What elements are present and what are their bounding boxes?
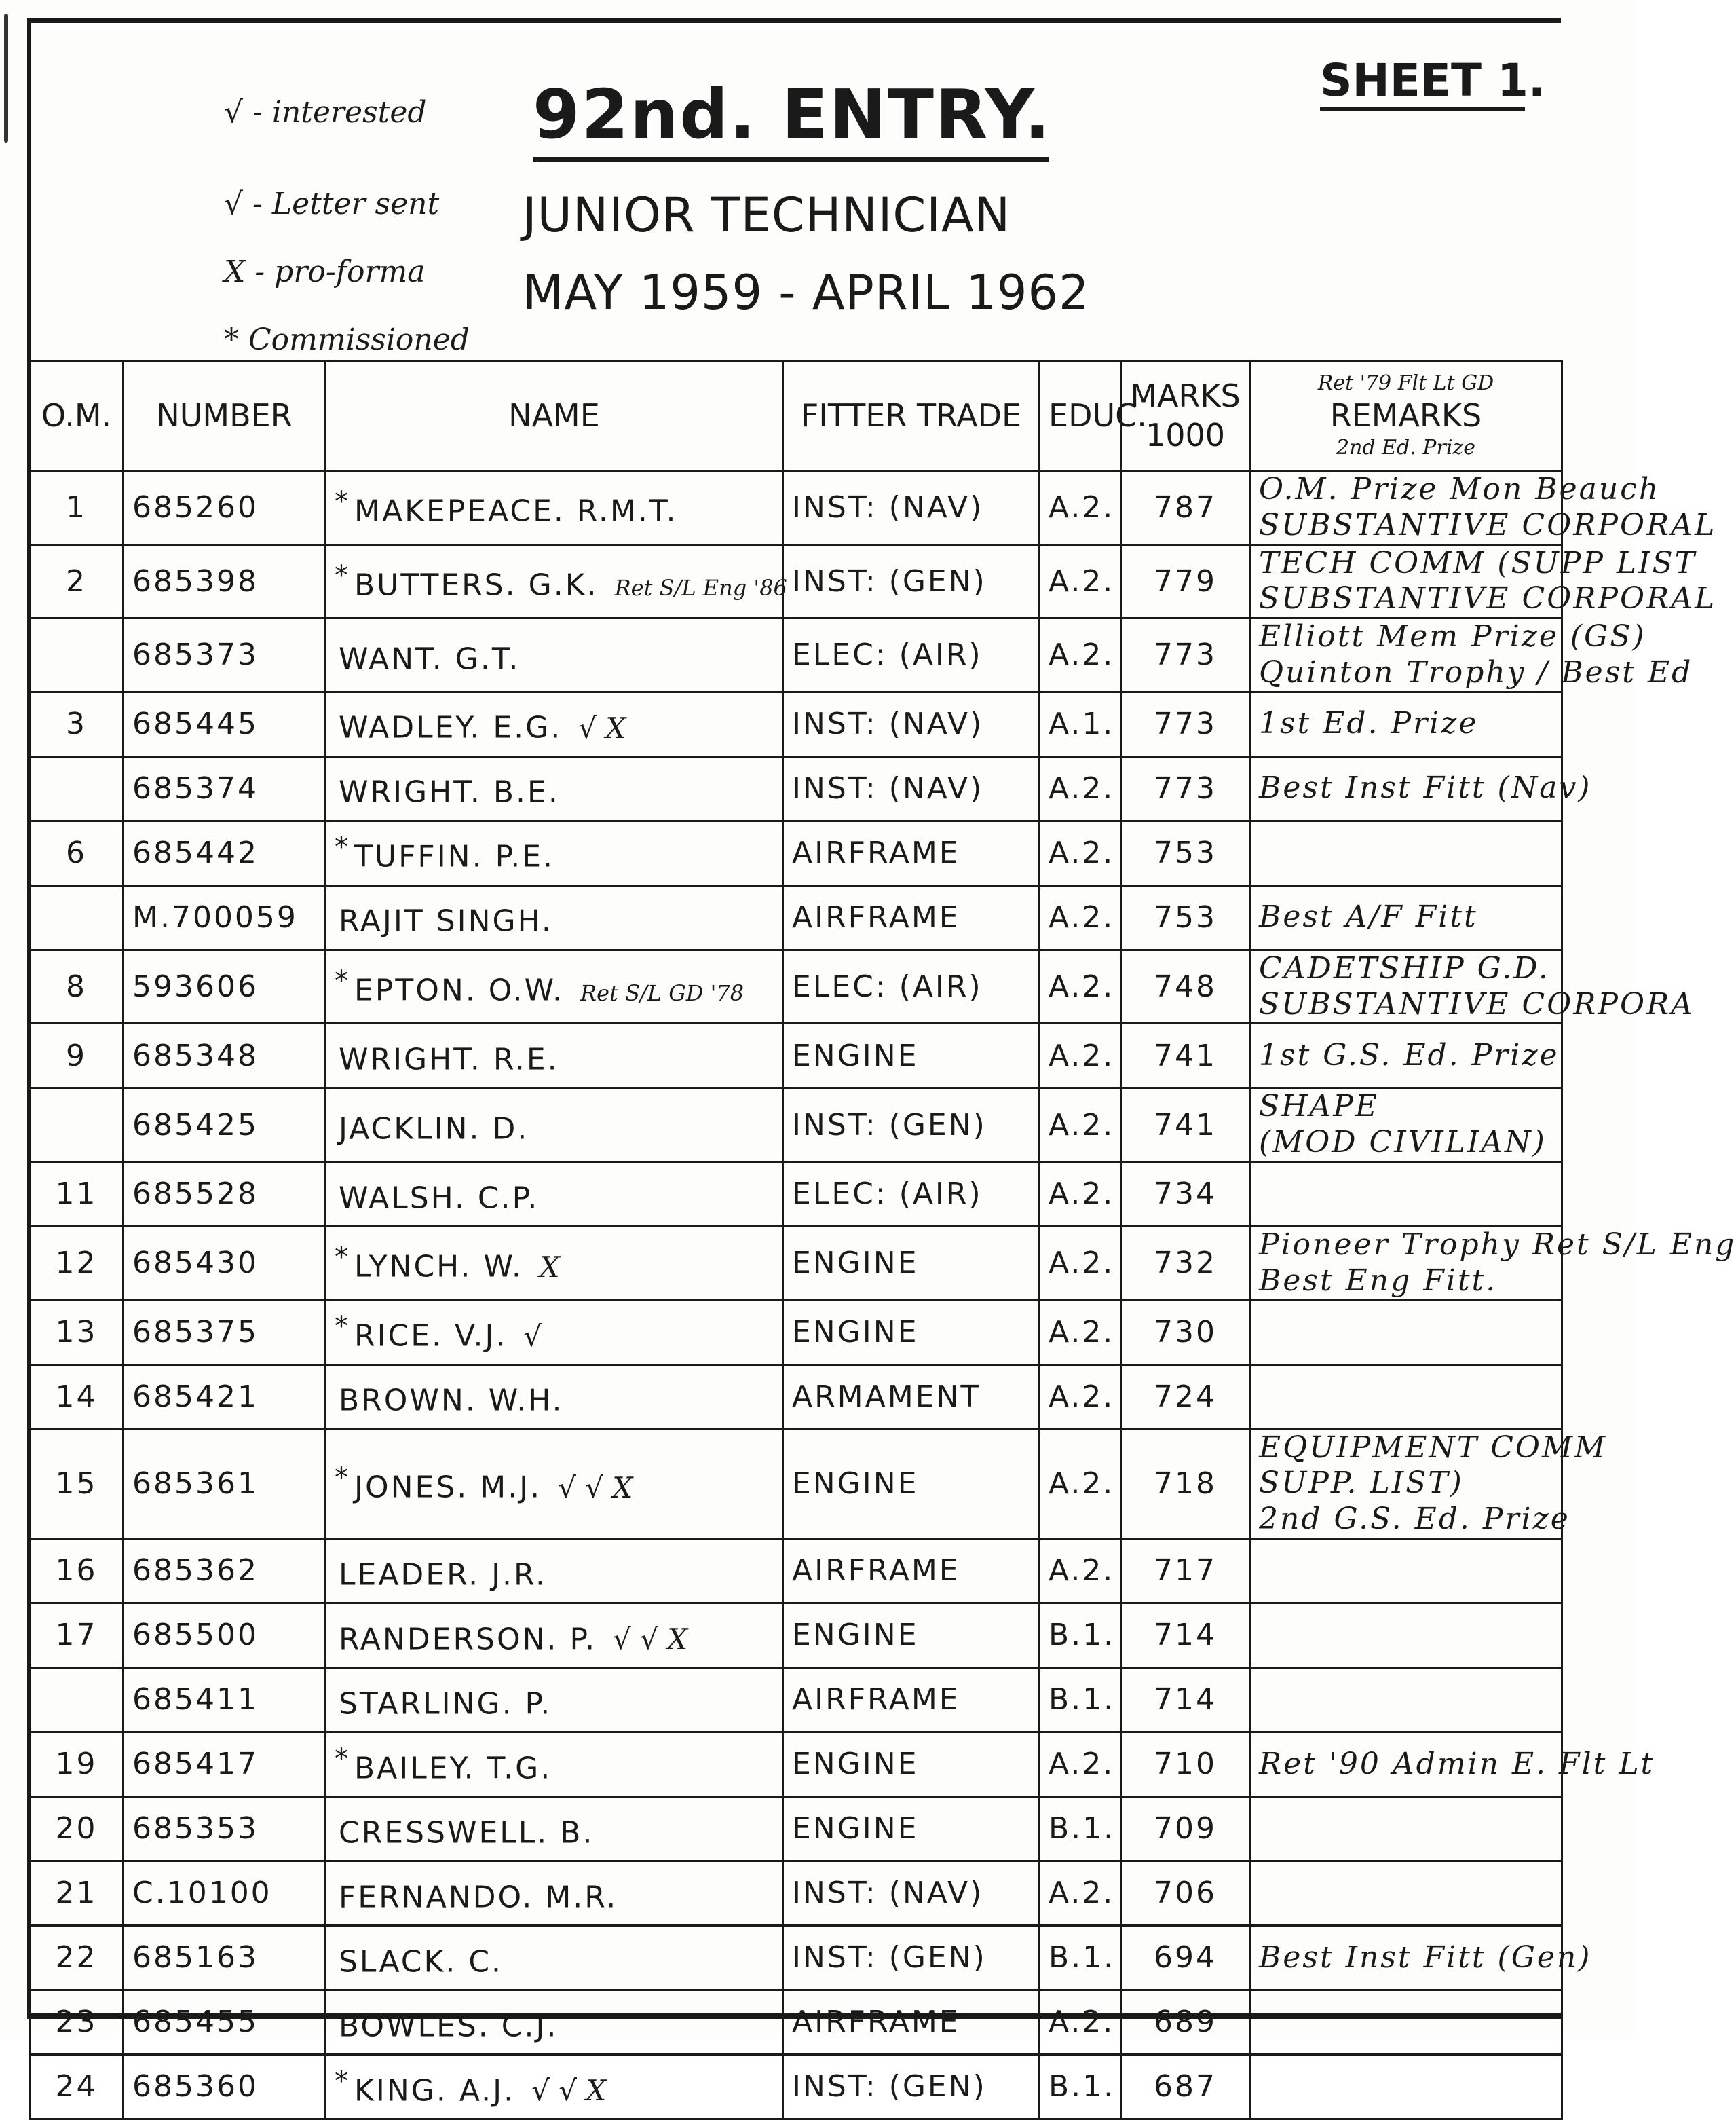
cell-marks: 689 (1121, 1990, 1250, 2054)
table-row (30, 692, 1562, 756)
cell-remarks (1250, 544, 1717, 618)
remark-line: TECH COMM (SUPP LIST (1259, 545, 1697, 580)
remark-line: Best Inst Fitt (Nav) (1259, 770, 1592, 806)
cell-name (326, 756, 783, 821)
table-row (30, 1603, 1562, 1667)
commissioned-star-icon: * (335, 1242, 350, 1273)
remark-line: 1st G.S. Ed. Prize (1259, 1037, 1560, 1073)
cell-trade: ENGINE (783, 1796, 1040, 1861)
cell-name (326, 1990, 783, 2054)
cell-educ: A.2. (1040, 1161, 1121, 1226)
cell-name-text: JONES. M.J. (354, 1470, 542, 1506)
cell-educ: A.2. (1040, 756, 1121, 821)
cell-educ: A.1. (1040, 692, 1121, 756)
cell-educ: A.2. (1040, 618, 1121, 692)
cell-om: 11 (30, 1161, 124, 1226)
cell-om: 24 (30, 2054, 124, 2119)
cell-educ: A.2. (1040, 1226, 1121, 1300)
cell-om: 12 (30, 1226, 124, 1300)
cell-trade: AIRFRAME (783, 1538, 1040, 1603)
sheet-number-underline (1320, 107, 1525, 111)
cell-marks: 687 (1121, 2054, 1250, 2119)
cell-number: 685260 (124, 471, 326, 545)
cell-number: 685398 (124, 544, 326, 618)
cell-educ: A.2. (1040, 1732, 1121, 1796)
cell-trade: INST: (NAV) (783, 756, 1040, 821)
cell-number: 685500 (124, 1603, 326, 1667)
cell-name-text: JACKLIN. D. (339, 1111, 529, 1147)
cell-name (326, 2054, 783, 2119)
cell-remarks (1250, 1024, 1562, 1088)
legend-letter-sent: √ - Letter sent (224, 187, 440, 221)
table-body (30, 471, 1736, 2119)
remark-line: CADETSHIP G.D. (1259, 950, 1550, 986)
cell-name (326, 1364, 783, 1429)
cell-marks: 706 (1121, 1861, 1250, 1925)
cell-educ: A.2. (1040, 1024, 1121, 1088)
cell-trade: ENGINE (783, 1024, 1040, 1088)
cell-name-text: EPTON. O.W. (354, 973, 565, 1008)
cell-name (326, 1861, 783, 1925)
table-row (30, 950, 1562, 1024)
remark-line: Elliott Mem Prize (GS) (1259, 619, 1646, 654)
cell-om: 14 (30, 1364, 124, 1429)
cell-educ: A.2. (1040, 1088, 1121, 1162)
cell-educ: B.1. (1040, 1925, 1121, 1990)
cell-trade: AIRFRAME (783, 885, 1040, 950)
cell-trade: INST: (GEN) (783, 544, 1040, 618)
cell-remarks (1250, 1667, 1562, 1732)
cell-remarks (1250, 1990, 1562, 2054)
cell-remarks (1250, 1925, 1592, 1990)
cell-trade: ENGINE (783, 1732, 1040, 1796)
cell-name-text: TUFFIN. P.E. (354, 840, 555, 875)
cell-marks: 753 (1121, 885, 1250, 950)
cell-name (326, 1429, 783, 1538)
cell-marks: 724 (1121, 1364, 1250, 1429)
cell-educ: B.1. (1040, 1667, 1121, 1732)
cell-name-text: SLACK. C. (339, 1944, 504, 1979)
cell-om: 17 (30, 1603, 124, 1667)
handwritten-annotation: √ √ X (531, 2074, 607, 2108)
cell-name (326, 1603, 783, 1667)
cell-name (326, 1024, 783, 1088)
cell-trade: INST: (NAV) (783, 1861, 1040, 1925)
table-row (30, 544, 1562, 618)
cell-name (326, 1796, 783, 1861)
cell-trade: INST: (GEN) (783, 2054, 1040, 2119)
cell-remarks (1250, 885, 1562, 950)
cell-name-text: LYNCH. W. (354, 1250, 523, 1285)
cell-educ: A.2. (1040, 1861, 1121, 1925)
remark-line: Pioneer Trophy Ret S/L Eng (1259, 1227, 1736, 1262)
commissioned-star-icon: * (335, 2065, 350, 2097)
cell-trade: INST: (NAV) (783, 692, 1040, 756)
commissioned-star-icon: * (335, 560, 350, 592)
cell-name-text: MAKEPEACE. R.M.T. (354, 494, 678, 529)
cell-remarks (1250, 821, 1562, 885)
table-row (30, 471, 1562, 545)
cell-om (30, 1667, 124, 1732)
cell-trade: ENGINE (783, 1603, 1040, 1667)
cell-number: 685375 (124, 1300, 326, 1364)
cell-trade: AIRFRAME (783, 1667, 1040, 1732)
cell-number: 685360 (124, 2054, 326, 2119)
cell-remarks (1250, 1226, 1736, 1300)
cell-remarks (1250, 1088, 1562, 1162)
cell-name-text: BOWLES. C.J. (339, 2009, 559, 2044)
cell-om: 22 (30, 1925, 124, 1990)
remark-line: 1st Ed. Prize (1259, 706, 1479, 741)
cell-name-text: STARLING. P. (339, 1686, 552, 1722)
remark-line: SHAPE (1259, 1089, 1380, 1124)
cell-remarks (1250, 471, 1717, 545)
cell-educ: B.1. (1040, 1603, 1121, 1667)
cell-marks: 734 (1121, 1161, 1250, 1226)
remark-line: Best A/F Fitt (1259, 899, 1478, 935)
cell-name-text: LEADER. J.R. (339, 1557, 548, 1593)
header-remarks-note-bottom: 2nd Ed. Prize (1336, 436, 1475, 460)
cell-remarks (1250, 1861, 1562, 1925)
cell-marks: 718 (1121, 1429, 1250, 1538)
cell-marks: 730 (1121, 1300, 1250, 1364)
frame-top-border (27, 18, 1561, 23)
cell-number: 685455 (124, 1990, 326, 2054)
table-row (30, 1024, 1562, 1088)
remark-line: (MOD CIVILIAN) (1259, 1125, 1547, 1160)
handwritten-annotation: Ret S/L Eng '86 (614, 574, 787, 601)
cell-educ: A.2. (1040, 1538, 1121, 1603)
cell-marks: 741 (1121, 1024, 1250, 1088)
handwritten-annotation: √ √ X (613, 1622, 688, 1656)
cell-om: 9 (30, 1024, 124, 1088)
table-row (30, 1667, 1562, 1732)
cell-number: 685421 (124, 1364, 326, 1429)
cell-trade: AIRFRAME (783, 1990, 1040, 2054)
cell-remarks (1250, 1300, 1562, 1364)
title-underline (533, 157, 1049, 162)
cell-name-text: RAJIT SINGH. (339, 904, 553, 940)
cell-om: 1 (30, 471, 124, 545)
cell-number: 685373 (124, 618, 326, 692)
table-row (30, 618, 1562, 692)
cell-name-text: WRIGHT. B.E. (339, 775, 560, 811)
cell-number: 685442 (124, 821, 326, 885)
cell-trade: ELEC: (AIR) (783, 618, 1040, 692)
cell-name (326, 692, 783, 756)
cell-name-text: BROWN. W.H. (339, 1383, 564, 1418)
cell-trade: INST: (GEN) (783, 1925, 1040, 1990)
header-marks: MARKS 1000 (1121, 361, 1250, 471)
table-row (30, 1925, 1562, 1990)
cell-name (326, 471, 783, 545)
cell-educ: A.2. (1040, 1300, 1121, 1364)
cell-trade: ENGINE (783, 1226, 1040, 1300)
table-row (30, 1161, 1562, 1226)
cell-marks: 709 (1121, 1796, 1250, 1861)
cell-remarks (1250, 692, 1562, 756)
cell-remarks (1250, 1538, 1562, 1603)
header-remarks-note-top: Ret '79 Flt Lt GD (1317, 371, 1494, 396)
handwritten-annotation: √ √ X (558, 1471, 633, 1505)
cell-name-text: RANDERSON. P. (339, 1622, 597, 1657)
cell-marks: 717 (1121, 1538, 1250, 1603)
cell-om: 21 (30, 1861, 124, 1925)
handwritten-annotation: √ (523, 1319, 542, 1353)
cell-number: 685163 (124, 1925, 326, 1990)
cell-educ: A.2. (1040, 885, 1121, 950)
cell-educ: A.2. (1040, 821, 1121, 885)
cell-om: 15 (30, 1429, 124, 1538)
cell-name-text: WALSH. C.P. (339, 1180, 540, 1216)
cell-om: 13 (30, 1300, 124, 1364)
cell-name (326, 1538, 783, 1603)
header-om: O.M. (30, 361, 124, 471)
cell-marks: 773 (1121, 618, 1250, 692)
cell-name (326, 1088, 783, 1162)
cell-educ: B.1. (1040, 2054, 1121, 2119)
cell-number: 685445 (124, 692, 326, 756)
commissioned-star-icon: * (335, 965, 350, 997)
commissioned-star-icon: * (335, 832, 350, 863)
cell-name (326, 1226, 783, 1300)
header-name: NAME (326, 361, 783, 471)
cell-number: 685362 (124, 1538, 326, 1603)
cell-marks: 773 (1121, 692, 1250, 756)
cell-name-text: BUTTERS. G.K. (354, 568, 599, 603)
cell-name-text: FERNANDO. M.R. (339, 1880, 618, 1915)
cell-trade: ELEC: (AIR) (783, 950, 1040, 1024)
cell-om (30, 756, 124, 821)
cell-number: 685417 (124, 1732, 326, 1796)
remark-line: SUPP. LIST) (1259, 1466, 1464, 1501)
cell-number: 685528 (124, 1161, 326, 1226)
page-title: 92nd. ENTRY. (533, 75, 1052, 154)
table-header-row (30, 361, 1562, 471)
cell-remarks (1250, 1364, 1562, 1429)
cell-number: 685348 (124, 1024, 326, 1088)
cell-number: 685374 (124, 756, 326, 821)
remark-line: Best Eng Fitt. (1259, 1263, 1498, 1298)
cell-marks: 748 (1121, 950, 1250, 1024)
cell-om: 2 (30, 544, 124, 618)
cell-remarks (1250, 1429, 1608, 1538)
cell-om: 3 (30, 692, 124, 756)
results-table (29, 360, 1736, 2120)
header-trade: FITTER TRADE (783, 361, 1040, 471)
cell-marks: 741 (1121, 1088, 1250, 1162)
table-row (30, 756, 1562, 821)
table-row (30, 1226, 1562, 1300)
remark-line: EQUIPMENT COMM (1259, 1430, 1608, 1465)
cell-remarks (1250, 1603, 1562, 1667)
cell-educ: A.2. (1040, 544, 1121, 618)
cell-remarks (1250, 2054, 1562, 2119)
cell-name (326, 544, 787, 618)
table-row (30, 821, 1562, 885)
cell-marks: 710 (1121, 1732, 1250, 1796)
table-row (30, 1861, 1562, 1925)
cell-om: 16 (30, 1538, 124, 1603)
cell-name-text: KING. A.J. (354, 2073, 516, 2108)
cell-om (30, 618, 124, 692)
cell-educ: B.1. (1040, 1796, 1121, 1861)
header-educ: EDUC. (1040, 361, 1121, 471)
handwritten-annotation: X (539, 1250, 560, 1284)
cell-marks: 732 (1121, 1226, 1250, 1300)
cell-number: C.10100 (124, 1861, 326, 1925)
cell-marks: 694 (1121, 1925, 1250, 1990)
header-number: NUMBER (124, 361, 326, 471)
cell-name (326, 1667, 783, 1732)
cell-name (326, 821, 783, 885)
table-row (30, 1732, 1562, 1796)
cell-name-text: WADLEY. E.G. (339, 711, 563, 746)
cell-marks: 779 (1121, 544, 1250, 618)
cell-educ: A.2. (1040, 1364, 1121, 1429)
table-row (30, 1429, 1562, 1538)
cell-trade: ARMAMENT (783, 1364, 1040, 1429)
commissioned-star-icon: * (335, 1743, 350, 1774)
remark-line: 2nd G.S. Ed. Prize (1259, 1502, 1570, 1537)
table-row (30, 1364, 1562, 1429)
cell-om: 20 (30, 1796, 124, 1861)
cell-trade: ENGINE (783, 1300, 1040, 1364)
table-row (30, 1990, 1562, 2054)
cell-educ: A.2. (1040, 1990, 1121, 2054)
cell-om (30, 1088, 124, 1162)
cell-om (30, 885, 124, 950)
cell-remarks (1250, 950, 1695, 1024)
cell-trade: ENGINE (783, 1429, 1040, 1538)
cell-remarks (1250, 1796, 1562, 1861)
remark-line: Quinton Trophy / Best Ed (1259, 654, 1693, 690)
cell-name (326, 1732, 783, 1796)
cell-name-text: RICE. V.J. (354, 1318, 508, 1354)
cell-name (326, 618, 783, 692)
cell-name (326, 1161, 783, 1226)
table-row (30, 885, 1562, 950)
cell-number: 685425 (124, 1088, 326, 1162)
cell-educ: A.2. (1040, 1429, 1121, 1538)
legend-interested: √ - interested (224, 95, 427, 130)
cell-number: 685353 (124, 1796, 326, 1861)
cell-om: 6 (30, 821, 124, 885)
cell-name-text: BAILEY. T.G. (354, 1751, 552, 1786)
cell-name-text: CRESSWELL. B. (339, 1815, 595, 1851)
cell-trade: INST: (GEN) (783, 1088, 1040, 1162)
commissioned-star-icon: * (335, 486, 350, 518)
cell-marks: 714 (1121, 1603, 1250, 1667)
cell-remarks (1250, 1732, 1655, 1796)
cell-educ: A.2. (1040, 471, 1121, 545)
table-row (30, 1088, 1562, 1162)
cell-name (326, 1300, 783, 1364)
remark-line: SUBSTANTIVE CORPORAL (1259, 507, 1717, 542)
sheet-number: SHEET 1. (1320, 54, 1545, 107)
cell-marks: 773 (1121, 756, 1250, 821)
header-remarks-label: REMARKS (1329, 396, 1482, 434)
handwritten-annotation: Ret S/L GD '78 (580, 980, 744, 1006)
table-row (30, 2054, 1562, 2119)
cell-number: 685361 (124, 1429, 326, 1538)
legend-pro-forma: X - pro-forma (224, 255, 426, 289)
cell-remarks (1250, 1161, 1562, 1226)
legend-commissioned: * Commissioned (224, 322, 470, 357)
handwritten-annotation: √ X (578, 711, 626, 745)
table-row (30, 1796, 1562, 1861)
cell-trade: AIRFRAME (783, 821, 1040, 885)
cell-marks: 787 (1121, 471, 1250, 545)
page-subtitle-rank: JUNIOR TECHNICIAN (523, 187, 1011, 243)
table-row (30, 1538, 1562, 1603)
page-subtitle-dates: MAY 1959 - APRIL 1962 (523, 265, 1090, 320)
cell-trade: ELEC: (AIR) (783, 1161, 1040, 1226)
cell-educ: A.2. (1040, 950, 1121, 1024)
cell-remarks (1250, 756, 1592, 821)
cell-number: 685411 (124, 1667, 326, 1732)
cell-marks: 714 (1121, 1667, 1250, 1732)
remark-line: SUBSTANTIVE CORPORA (1259, 986, 1695, 1022)
cell-number: 593606 (124, 950, 326, 1024)
cell-om: 19 (30, 1732, 124, 1796)
cell-name (326, 950, 783, 1024)
commissioned-star-icon: * (335, 1462, 350, 1494)
cell-marks: 753 (1121, 821, 1250, 885)
cell-name-text: WANT. G.T. (339, 641, 521, 677)
cell-name (326, 885, 783, 950)
cell-number: M.700059 (124, 885, 326, 950)
binding-mark (4, 14, 8, 143)
cell-om: 23 (30, 1990, 124, 2054)
cell-number: 685430 (124, 1226, 326, 1300)
commissioned-star-icon: * (335, 1311, 350, 1343)
header-remarks (1250, 361, 1562, 471)
remark-line: O.M. Prize Mon Beauch (1259, 472, 1661, 506)
remark-line: Ret '90 Admin E. Flt Lt (1259, 1746, 1655, 1781)
cell-om: 8 (30, 950, 124, 1024)
cell-remarks (1250, 618, 1693, 692)
remark-line: Best Inst Fitt (Gen) (1259, 1939, 1592, 1975)
remark-line: SUBSTANTIVE CORPORAL (1259, 581, 1717, 616)
cell-name (326, 1925, 783, 1990)
table-row (30, 1300, 1562, 1364)
cell-name-text: WRIGHT. R.E. (339, 1042, 559, 1077)
cell-trade: INST: (NAV) (783, 471, 1040, 545)
